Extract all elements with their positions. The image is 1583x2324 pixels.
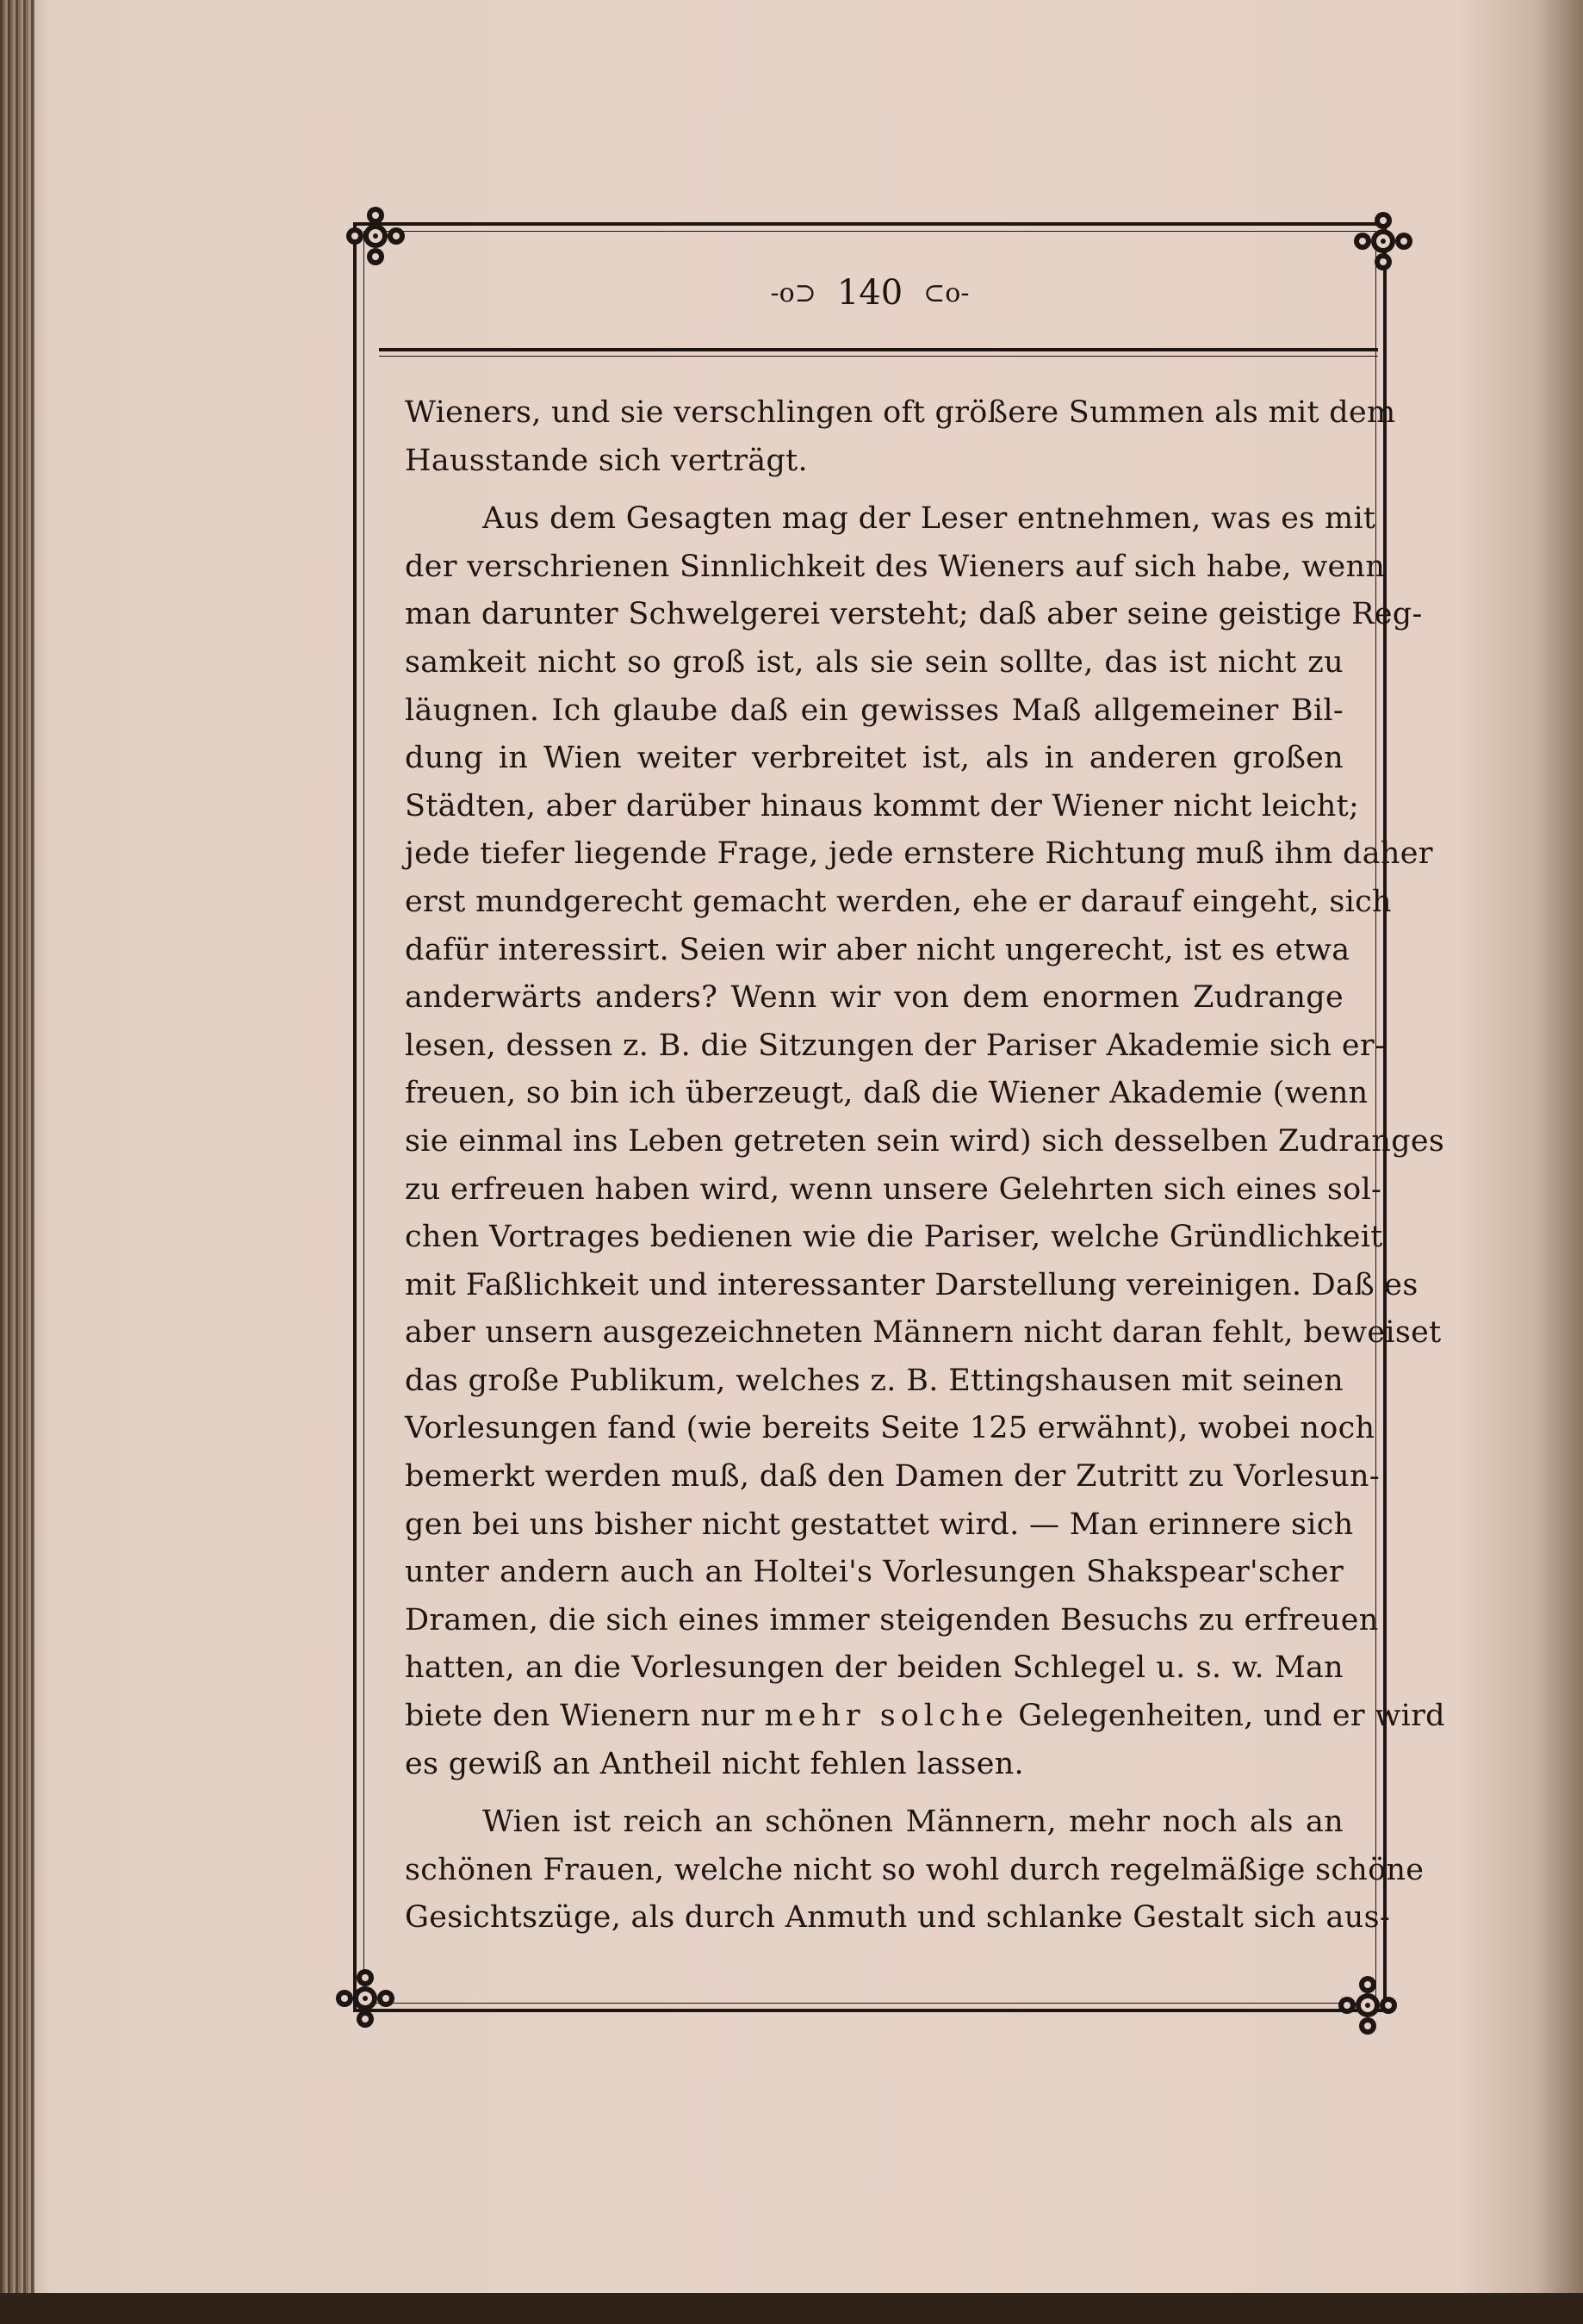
text-line: Gesichtszüge, als durch Anmuth und schlanke Gestalt sich aus- (405, 1900, 1390, 1936)
text-line: es gewiß an Antheil nicht fehlen lassen. (405, 1746, 1024, 1781)
text-line: lesen, dessen z. B. die Sitzungen der Pariser Akademie sich er- (405, 1028, 1385, 1063)
text-line: Dramen, die sich eines immer steigenden Besuchs zu erfreuen (405, 1602, 1379, 1637)
text-line: Aus dem Gesagten mag der Leser entnehmen, was es mit (482, 501, 1376, 537)
spaced-emphasis: mehr solche (764, 1699, 1009, 1734)
text-line: mit Faßlichkeit und interessanter Darstellung vereinigen. Daß es (405, 1267, 1418, 1302)
book-spine (0, 0, 34, 2324)
text-line: unter andern auch an Holtei's Vorlesungen Shakspear'scher (405, 1555, 1344, 1590)
page-number: 140 (836, 273, 903, 313)
corner-ornament-icon (332, 1966, 398, 2031)
text-line: anderwärts anders? Wenn wir von dem enormen Zudrange (405, 980, 1344, 1016)
text-line: man darunter Schwelgerei versteht; daß aber seine geistige Reg- (405, 597, 1423, 632)
flourish-right: ⊂o- (923, 277, 970, 308)
text-segment: Gelegenheiten, und er wird (1018, 1699, 1445, 1734)
text-segment: biete den Wienern nur (405, 1699, 755, 1734)
text-line: Wieners, und sie verschlingen oft größere Summen als mit dem (405, 395, 1396, 430)
flourish-left: -o⊃ (770, 277, 816, 308)
text-line: der verschrienen Sinnlichkeit des Wieners auf sich habe, wenn (405, 549, 1386, 584)
text-line: chen Vortrages bedienen wie die Pariser, welche Gründlichkeit (405, 1220, 1383, 1255)
text-line: schönen Frauen, welche nicht so wohl durch regelmäßige schöne (405, 1852, 1425, 1887)
text-line: aber unsern ausgezeichneten Männern nicht daran fehlt, beweiset (405, 1315, 1442, 1351)
text-line: sie einmal ins Leben getreten sein wird) sich desselben Zudranges (405, 1123, 1445, 1159)
text-line: Hausstande sich verträgt. (405, 443, 808, 478)
text-line: dafür interessirt. Seien wir aber nicht ungerecht, ist es etwa (405, 932, 1350, 967)
text-line: Wien ist reich an schönen Männern, mehr noch als an (482, 1805, 1344, 1840)
text-line: jede tiefer liegende Frage, jede ernstere Richtung muß ihm daher (405, 836, 1433, 872)
page-bottom-edge (0, 2293, 1583, 2324)
text-line-emphasis (405, 1693, 1445, 1741)
text-line: zu erfreuen haben wird, wenn unsere Gelehrten sich eines sol- (405, 1171, 1382, 1207)
text-line: läugnen. Ich glaube daß ein gewisses Maß allgemeiner Bil- (405, 693, 1344, 728)
text-line: hatten, an die Vorlesungen der beiden Schlegel u. s. w. Man (405, 1650, 1344, 1686)
text-line: erst mundgerecht gemacht werden, ehe er darauf eingeht, sich (405, 884, 1392, 919)
page-header (379, 258, 1361, 327)
corner-ornament-icon (1335, 1973, 1400, 2038)
body-text (405, 389, 1445, 1942)
header-rule (379, 348, 1378, 357)
text-line: Städten, aber darüber hinaus kommt der Wiener nicht leicht; (405, 788, 1360, 823)
text-line: Vorlesungen fand (wie bereits Seite 125 erwähnt), wobei noch (405, 1411, 1375, 1446)
text-line: das große Publikum, welches z. B. Ettingshausen mit seinen (405, 1363, 1344, 1398)
text-line: freuen, so bin ich überzeugt, daß die Wiener Akademie (wenn (405, 1076, 1369, 1111)
text-line: bemerkt werden muß, daß den Damen der Zutritt zu Vorlesun- (405, 1459, 1380, 1494)
text-line: dung in Wien weiter verbreitet ist, als in anderen großen (405, 741, 1344, 776)
text-line: samkeit nicht so groß ist, als sie sein sollte, das ist nicht zu (405, 644, 1344, 680)
text-line: gen bei uns bisher nicht gestattet wird. — Man erinnere sich (405, 1507, 1354, 1542)
